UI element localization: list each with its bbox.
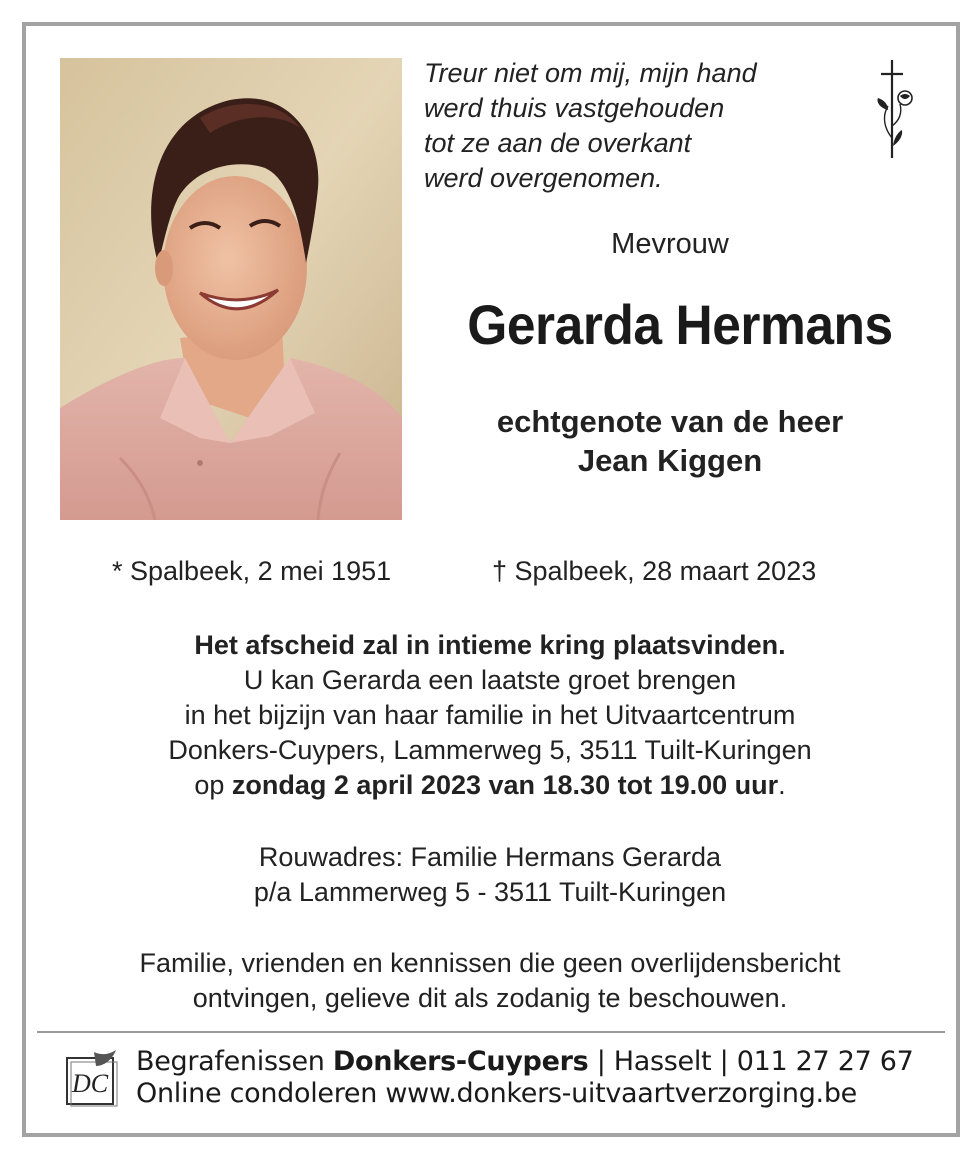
cross-with-rose-icon xyxy=(872,58,922,162)
spouse-info xyxy=(430,402,910,480)
family-note-line: ontvingen, gelieve dit als zodanig te beschouwen. xyxy=(192,983,788,1013)
condolence-label: Online condoleren xyxy=(136,1078,378,1109)
birth-date: * Spalbeek, 2 mei 1951 xyxy=(112,556,392,586)
notice-line: U kan Gerarda een laatste groet brengen xyxy=(243,665,737,695)
portrait-illustration xyxy=(60,58,402,520)
funeral-home-footer xyxy=(62,1046,942,1116)
footer-text xyxy=(136,1046,914,1110)
mourning-address xyxy=(40,840,940,910)
funeral-home-logo xyxy=(64,1050,120,1108)
visitation-time: zondag 2 april 2023 van 18.30 tot 19.00 uur xyxy=(231,770,779,800)
footer-city: | Hasselt | xyxy=(596,1046,729,1077)
notice-line xyxy=(40,768,940,803)
footer-divider xyxy=(37,1031,945,1033)
company-name: Donkers-Cuypers xyxy=(332,1046,589,1077)
portrait-photo xyxy=(60,58,402,520)
logo-lettering: DC xyxy=(71,1069,109,1098)
condolence-line xyxy=(136,1078,914,1110)
spouse-name: Jean Kiggen xyxy=(577,443,763,478)
notice-line: Donkers-Cuypers, Lammerweg 5, 3511 Tuilt-Kuringen xyxy=(168,735,812,765)
address-line: Rouwadres: Familie Hermans Gerarda xyxy=(258,842,722,872)
deceased-name: Gerarda Hermans xyxy=(467,293,893,356)
website-link[interactable]: www.donkers-uitvaartverzorging.be xyxy=(385,1078,857,1109)
poem xyxy=(424,56,844,196)
funeral-home-line xyxy=(136,1046,914,1078)
notice-suffix: . xyxy=(778,770,786,800)
footer-prefix: Begrafenissen xyxy=(136,1046,325,1077)
poem-line: werd overgenomen. xyxy=(424,163,663,193)
phone-number: 011 27 27 67 xyxy=(736,1046,914,1077)
notice-headline: Het afscheid zal in intieme kring plaatsvinden. xyxy=(194,630,786,660)
notice-prefix: op xyxy=(194,770,225,800)
honorific: Mevrouw xyxy=(611,228,729,260)
family-note-line: Familie, vrienden en kennissen die geen overlijdensbericht xyxy=(139,948,841,978)
address-line: p/a Lammerweg 5 - 3511 Tuilt-Kuringen xyxy=(253,877,727,907)
poem-line: Treur niet om mij, mijn hand xyxy=(424,58,757,88)
poem-line: tot ze aan de overkant xyxy=(424,128,692,158)
notice-line: in het bijzijn van haar familie in het Uitvaartcentrum xyxy=(184,700,796,730)
spouse-line: echtgenote van de heer xyxy=(496,404,844,439)
death-date: † Spalbeek, 28 maart 2023 xyxy=(492,556,817,586)
family-note xyxy=(40,946,940,1016)
farewell-notice xyxy=(40,628,940,803)
poem-line: werd thuis vastgehouden xyxy=(424,93,725,123)
